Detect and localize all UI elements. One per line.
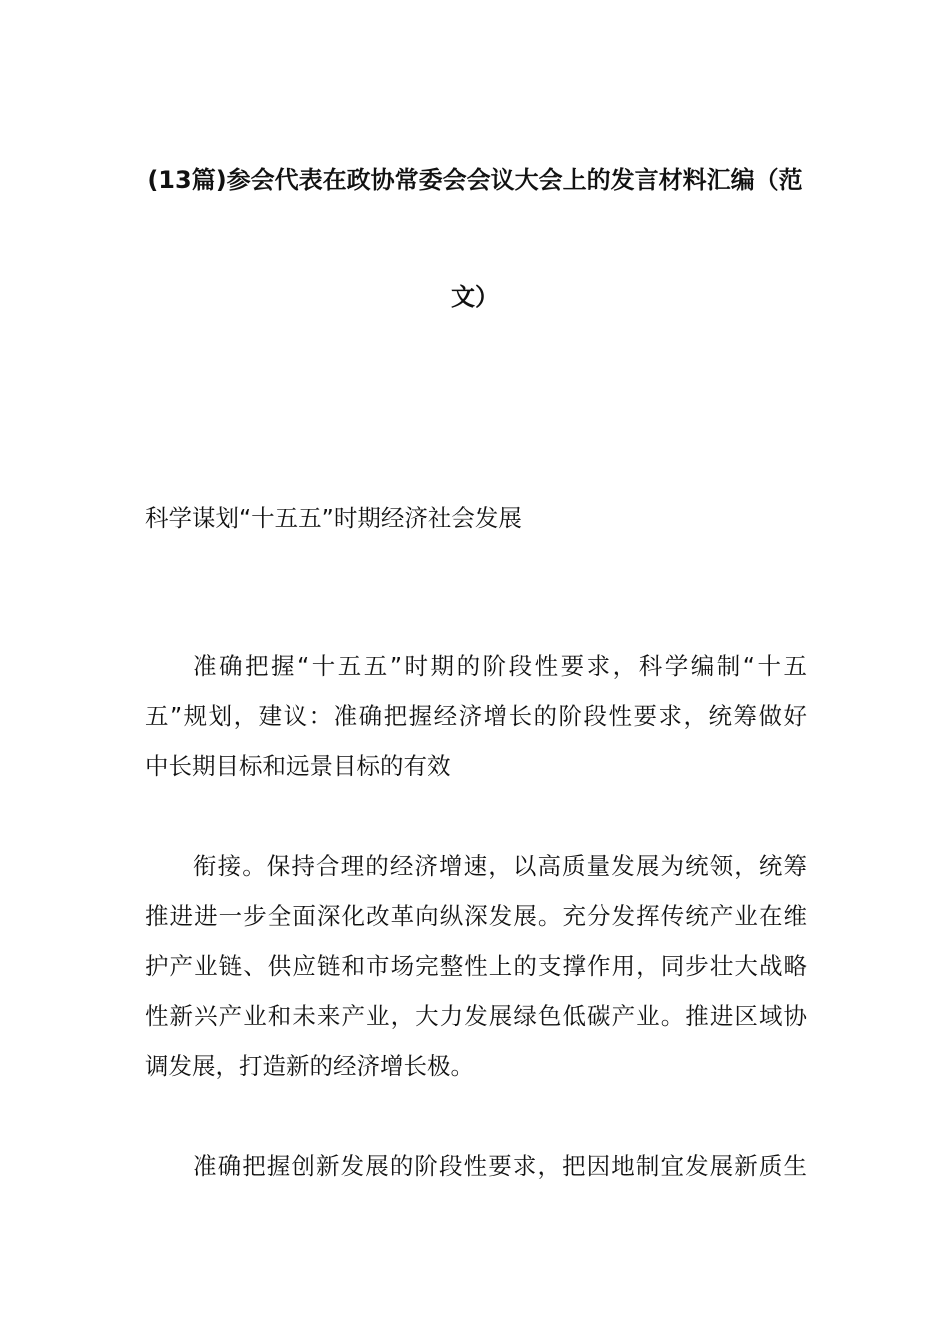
paragraph-1-line-1: 准确把握“十五五”时期的阶段性要求，科学编制“十五 (193, 652, 807, 680)
document-title-line-2: 文） (451, 283, 499, 311)
paragraph-2-line-5: 调发展，打造新的经济增长极。 (145, 1052, 474, 1080)
paragraph-2-line-4: 性新兴产业和未来产业，大力发展绿色低碳产业。推进区域协 (145, 1002, 807, 1030)
paragraph-3-line-1: 准确把握创新发展的阶段性要求，把因地制宜发展新质生 (193, 1152, 807, 1180)
paragraph-2-line-3: 护产业链、供应链和市场完整性上的支撑作用，同步壮大战略 (145, 952, 807, 980)
document-title-line-1: (13篇)参会代表在政协常委会会议大会上的发言材料汇编（范 (147, 166, 803, 194)
paragraph-2-line-2: 推进进一步全面深化改革向纵深发展。充分发挥传统产业在维 (145, 902, 807, 930)
paragraph-1-line-2: 五”规划，建议：准确把握经济增长的阶段性要求，统筹做好 (145, 702, 807, 730)
section-heading: 科学谋划“十五五”时期经济社会发展 (145, 504, 522, 532)
paragraph-1-line-3: 中长期目标和远景目标的有效 (145, 752, 451, 780)
paragraph-2-line-1: 衔接。保持合理的经济增速，以高质量发展为统领，统筹 (193, 852, 807, 880)
